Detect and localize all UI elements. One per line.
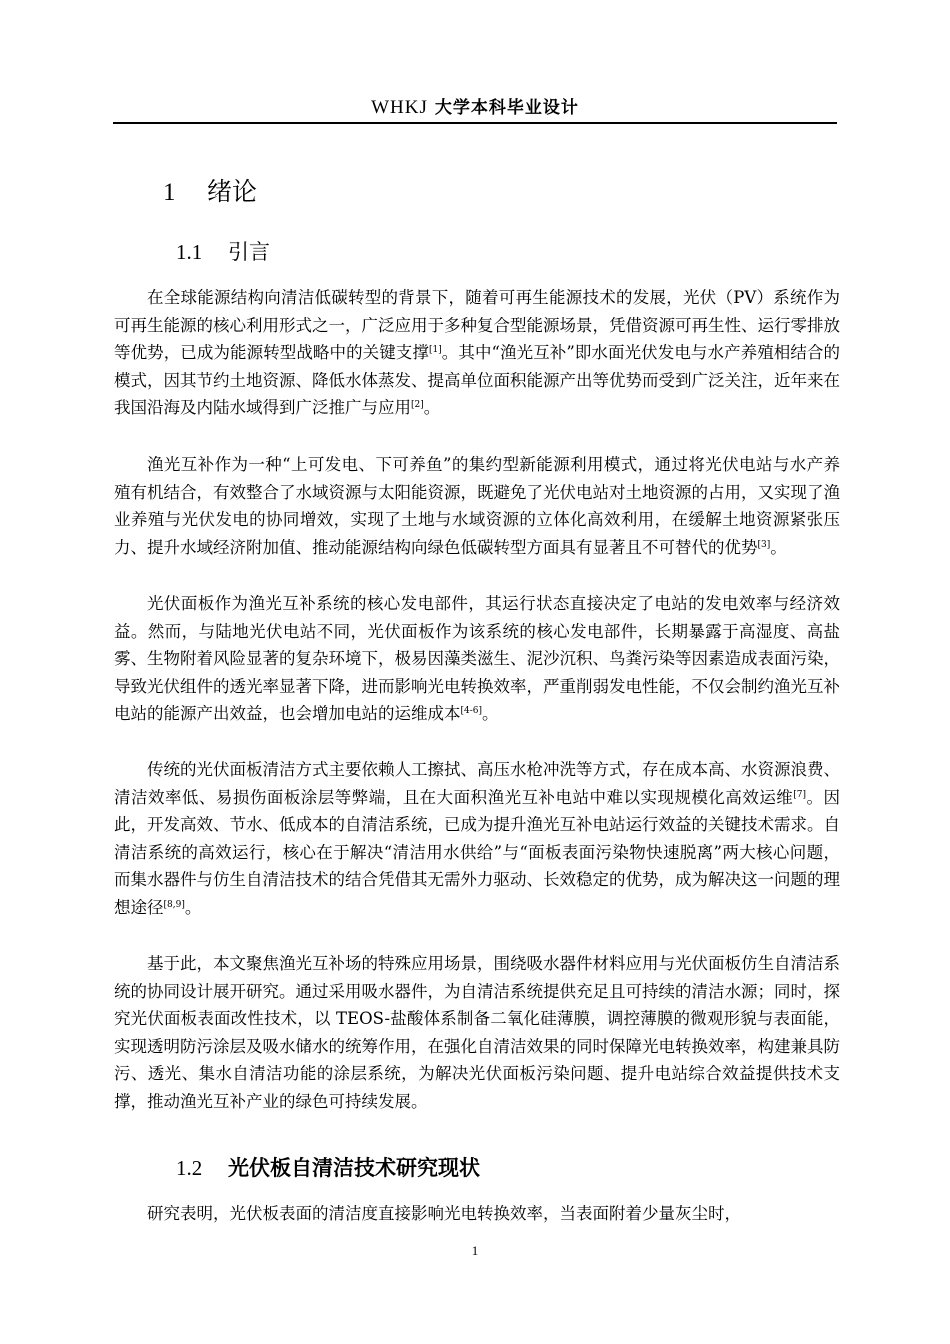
chapter-title: 绪论 bbox=[207, 177, 258, 206]
citation: [4-6] bbox=[460, 706, 483, 716]
paragraph-text: 渔光互补作为一种“上可发电、下可养鱼”的集约型新能源利用模式，通过将光伏电站与水产养殖有机结合，有效整合了水域资源与太阳能资源，既避免了光伏电站对土地资源的占用，又实现了渔业养殖与光伏发电的协同增效，实现了土地与水域资源的立体化高效利用，在缓解土地资源紧张压力、提升水域经济附加值、推动能源结构向绿色低碳转型方面具有显著且不可替代的优势 bbox=[114, 455, 840, 557]
page-header bbox=[113, 92, 837, 124]
paragraph-1 bbox=[114, 284, 840, 422]
paragraph-3 bbox=[114, 590, 840, 728]
paragraph-text: 传统的光伏面板清洁方式主要依赖人工擦拭、高压水枪冲洗等方式，存在成本高、水资源浪费、清洁效率低、易损伤面板涂层等弊端，且在大面积渔光互补电站中难以实现规模化高效运维 bbox=[114, 760, 840, 807]
paragraph-text: 光伏面板作为渔光互补系统的核心发电部件，其运行状态直接决定了电站的发电效率与经济效益。然而，与陆地光伏电站不同，光伏面板作为该系统的核心发电部件，长期暴露于高湿度、高盐雾、生物附着风险显著的复杂环境下，极易因藻类滋生、泥沙沉积、鸟粪污染等因素造成表面污染，导致光伏组件的透光率显著下降，进而影响光电转换效率，严重削弱发电性能，不仅会制约渔光互补电站的能源产出效益，也会增加电站的运维成本 bbox=[114, 594, 840, 723]
citation: [1] bbox=[428, 345, 442, 355]
paragraph-2 bbox=[114, 451, 840, 561]
header-title: 大学本科毕业设计 bbox=[434, 98, 579, 118]
paragraph-text: 。其中“渔光互补”即水面光伏发电与水产养殖相结合的模式，因其节约土地资源、降低水体蒸发、提高单位面积能源产出等优势而受到广泛关注，近年来在我国沿海及内陆水域得到广泛推广与应用 bbox=[114, 343, 841, 417]
paragraph-6 bbox=[114, 1200, 840, 1228]
paragraph-text: 。 bbox=[184, 897, 202, 917]
section-heading-1-1 bbox=[176, 236, 270, 268]
paragraph-4 bbox=[114, 756, 840, 921]
paragraph-text: 在全球能源结构向清洁低碳转型的背景下，随着可再生能源技术的发展，光伏（PV）系统作为可再生能源的核心利用形式之一，广泛应用于多种复合型能源场景，凭借资源可再生性、运行零排放等优势，已成为能源转型战略中的关键支撑 bbox=[114, 288, 840, 362]
paragraph-text: 基于此，本文聚焦渔光互补场的特殊应用场景，围绕吸水器件材料应用与光伏面板仿生自清洁系统的协同设计展开研究。通过采用吸水器件，为自清洁系统提供充足且可持续的清洁水源；同时，探究光伏面板表面改性技术，以 TEOS-盐酸体系制备二氧化硅薄膜，调控薄膜的微观形貌与表面能，实现透明防污涂层及吸水储水的统筹作用，在强化自清洁效果的同时保障光电转换效率，构建兼具防污、透光、集水自清洁功能的涂层系统，为解决光伏面板污染问题、提升电站综合效益提供技术支撑，推动渔光互补产业的绿色可持续发展。 bbox=[114, 954, 840, 1111]
paragraph-text: 。 bbox=[423, 398, 441, 417]
citation: [8,9] bbox=[163, 899, 185, 910]
page-number: 1 bbox=[471, 1243, 479, 1258]
paragraph-text: 。 bbox=[482, 704, 499, 723]
paragraph-text: 。因此，开发高效、节水、低成本的自清洁系统，已成为提升渔光互补电站运行效益的关键技术需求。自清洁系统的高效运行，核心在于解决“清洁用水供给”与“面板表面污染物快速脱离”两大核心问题，而集水器件与仿生自清洁技术的结合凭借其无需外力驱动、长效稳定的优势，成为解决这一问题的理想途径 bbox=[114, 787, 841, 917]
chapter-number: 1 bbox=[163, 179, 176, 206]
citation: [3] bbox=[757, 539, 771, 550]
paragraph-text: 。 bbox=[770, 537, 787, 557]
section-title: 引言 bbox=[228, 240, 270, 264]
section-number: 1.2 bbox=[176, 1156, 203, 1180]
section-number: 1.1 bbox=[176, 240, 203, 264]
citation: [7] bbox=[793, 789, 807, 800]
section-title: 光伏板自清洁技术研究现状 bbox=[228, 1156, 480, 1180]
header-latin: WHKJ bbox=[371, 97, 428, 118]
section-heading-1-2 bbox=[176, 1152, 480, 1184]
paragraph-text: 研究表明，光伏板表面的清洁度直接影响光电转换效率，当表面附着少量灰尘时， bbox=[147, 1204, 741, 1223]
chapter-heading bbox=[163, 172, 257, 213]
paragraph-5 bbox=[114, 950, 840, 1115]
citation: [2] bbox=[411, 400, 424, 410]
